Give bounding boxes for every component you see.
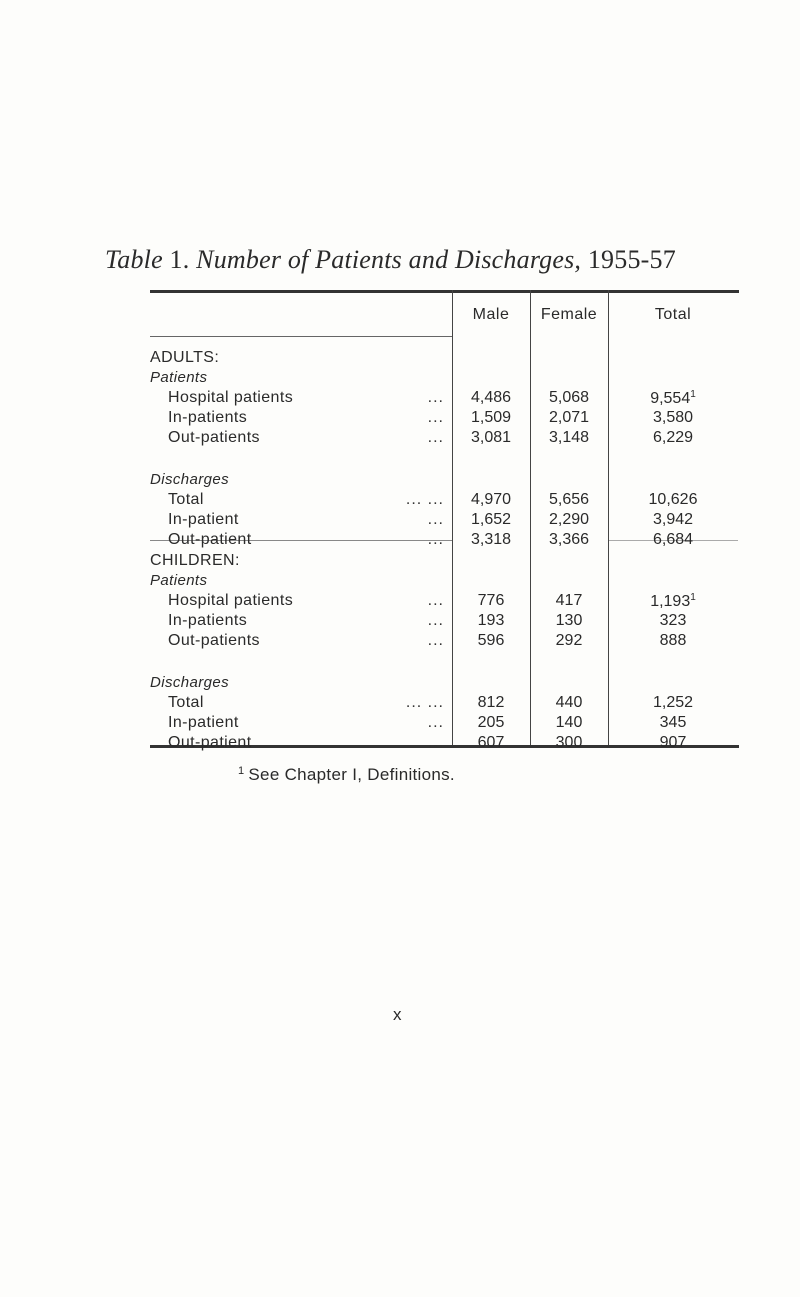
- table-row: [150, 632, 739, 652]
- female-value: [530, 734, 608, 752]
- female-value: [530, 389, 608, 407]
- row-label: Out-patients: [168, 632, 260, 649]
- table-title-text: Number of Patients and Discharges,: [196, 245, 582, 274]
- leader-dots: ...: [427, 714, 444, 731]
- male-value-number: 3,318: [470, 531, 512, 548]
- total-value-number: 3,942: [652, 511, 694, 528]
- male-value: [452, 734, 530, 752]
- female-value-number: 5,068: [548, 389, 590, 406]
- leader-dots: ...: [427, 429, 444, 446]
- column-header-female: Female: [540, 306, 598, 323]
- total-value-number: 6,684: [652, 531, 694, 548]
- total-value: [608, 429, 738, 447]
- table-row: [150, 592, 739, 612]
- table-row: [150, 734, 739, 754]
- table-title: [105, 245, 676, 275]
- female-value-number: 2,290: [548, 511, 590, 528]
- row-label: In-patients: [168, 409, 248, 426]
- table-row: [150, 531, 739, 551]
- group-label: Patients: [150, 572, 208, 589]
- male-value: [452, 632, 530, 650]
- female-value: [530, 491, 608, 509]
- total-value: [608, 592, 738, 611]
- female-value-number: 3,366: [548, 531, 590, 548]
- row-label: Out-patient: [168, 531, 252, 548]
- male-value-number: 193: [477, 612, 505, 629]
- table-title-years: 1955-57: [587, 245, 676, 274]
- column-header-total: Total: [654, 306, 692, 323]
- total-value: [608, 389, 738, 408]
- footnote-mark: 1: [238, 765, 245, 777]
- page-marker: x: [393, 1005, 402, 1024]
- section-row: [150, 349, 739, 369]
- group-label: Discharges: [150, 674, 230, 691]
- row-label: In-patients: [168, 612, 248, 629]
- group-label: Discharges: [150, 471, 230, 488]
- table-row: [150, 491, 739, 511]
- row-label: Hospital patients: [168, 389, 294, 406]
- male-value-number: 776: [477, 592, 505, 609]
- male-value-number: 3,081: [470, 429, 512, 446]
- total-value: [608, 409, 738, 427]
- group-row: [150, 674, 739, 694]
- total-value-number: 10,626: [648, 491, 698, 508]
- total-value: [608, 632, 738, 650]
- male-value: [452, 531, 530, 549]
- total-value: [608, 531, 738, 549]
- male-value-number: 812: [477, 694, 505, 711]
- male-value-number: 1,509: [470, 409, 512, 426]
- column-header-male: Male: [472, 306, 510, 323]
- table-row: [150, 389, 739, 409]
- footnote-text: See Chapter I, Definitions.: [248, 765, 455, 784]
- footnote-reference: 1: [690, 592, 696, 603]
- total-value: [608, 491, 738, 509]
- group-row: [150, 471, 739, 491]
- female-value: [530, 592, 608, 610]
- leader-dots: ...: [427, 612, 444, 629]
- table-row: [150, 612, 739, 632]
- male-value: [452, 694, 530, 712]
- male-value: [452, 491, 530, 509]
- male-value: [452, 389, 530, 407]
- female-value: [530, 511, 608, 529]
- male-value: [452, 409, 530, 427]
- female-value: [530, 714, 608, 732]
- table-row: [150, 429, 739, 449]
- row-label: Total: [168, 491, 204, 508]
- female-value-number: 5,656: [548, 491, 590, 508]
- row-label: Out-patients: [168, 429, 260, 446]
- male-value: [452, 592, 530, 610]
- total-value: [608, 511, 738, 529]
- table-row: [150, 511, 739, 531]
- leader-dots: ...: [427, 734, 444, 751]
- female-value-number: 440: [555, 694, 583, 711]
- female-value: [530, 429, 608, 447]
- male-value-number: 607: [477, 734, 505, 751]
- row-label: Total: [168, 694, 204, 711]
- total-value-number: 3,580: [652, 409, 694, 426]
- group-label: Patients: [150, 369, 208, 386]
- total-value: [608, 734, 738, 752]
- total-value-number: 1,252: [652, 694, 694, 711]
- row-label: In-patient: [168, 511, 239, 528]
- male-value: [452, 714, 530, 732]
- row-label: Hospital patients: [168, 592, 294, 609]
- leader-dots: ... ...: [405, 491, 444, 508]
- male-value: [452, 612, 530, 630]
- leader-dots: ...: [427, 409, 444, 426]
- male-value-number: 4,970: [470, 491, 512, 508]
- male-value: [452, 429, 530, 447]
- female-value: [530, 409, 608, 427]
- male-value-number: 596: [477, 632, 505, 649]
- female-value-number: 140: [555, 714, 583, 731]
- section-row: [150, 552, 739, 572]
- total-value-number: 1,193: [650, 593, 691, 610]
- table-title-number: 1.: [169, 245, 190, 274]
- footnote-reference: 1: [690, 389, 696, 400]
- table-row: [150, 694, 739, 714]
- table-row: [150, 409, 739, 429]
- total-value-number: 345: [659, 714, 687, 731]
- female-value-number: 292: [555, 632, 583, 649]
- leader-dots: ...: [427, 389, 444, 406]
- group-row: [150, 572, 739, 592]
- total-value-number: 6,229: [652, 429, 694, 446]
- patients-discharges-table: [150, 290, 739, 750]
- total-value: [608, 694, 738, 712]
- male-value-number: 205: [477, 714, 505, 731]
- leader-dots: ...: [427, 632, 444, 649]
- female-value-number: 2,071: [548, 409, 590, 426]
- female-value: [530, 632, 608, 650]
- female-value-number: 130: [555, 612, 583, 629]
- female-value-number: 3,148: [548, 429, 590, 446]
- total-value: [608, 714, 738, 732]
- male-value-number: 1,652: [470, 511, 512, 528]
- female-value: [530, 612, 608, 630]
- row-label: Out-patient: [168, 734, 252, 751]
- row-label: In-patient: [168, 714, 239, 731]
- total-value-number: 888: [659, 632, 687, 649]
- header-rule: [150, 336, 452, 337]
- female-value-number: 300: [555, 734, 583, 751]
- leader-dots: ... ...: [405, 694, 444, 711]
- section-label: CHILDREN:: [150, 552, 240, 569]
- total-value: [608, 612, 738, 630]
- leader-dots: ...: [427, 531, 444, 548]
- group-row: [150, 369, 739, 389]
- leader-dots: ...: [427, 592, 444, 609]
- table-title-prefix: Table: [105, 245, 163, 274]
- table-top-rule: [150, 290, 739, 293]
- leader-dots: ...: [427, 511, 444, 528]
- female-value: [530, 531, 608, 549]
- female-value: [530, 694, 608, 712]
- section-label: ADULTS:: [150, 349, 220, 366]
- total-value-number: 9,554: [650, 390, 691, 407]
- male-value-number: 4,486: [470, 389, 512, 406]
- total-value-number: 907: [659, 734, 687, 751]
- total-value-number: 323: [659, 612, 687, 629]
- footnote: [238, 765, 455, 785]
- female-value-number: 417: [555, 592, 583, 609]
- male-value: [452, 511, 530, 529]
- table-row: [150, 714, 739, 734]
